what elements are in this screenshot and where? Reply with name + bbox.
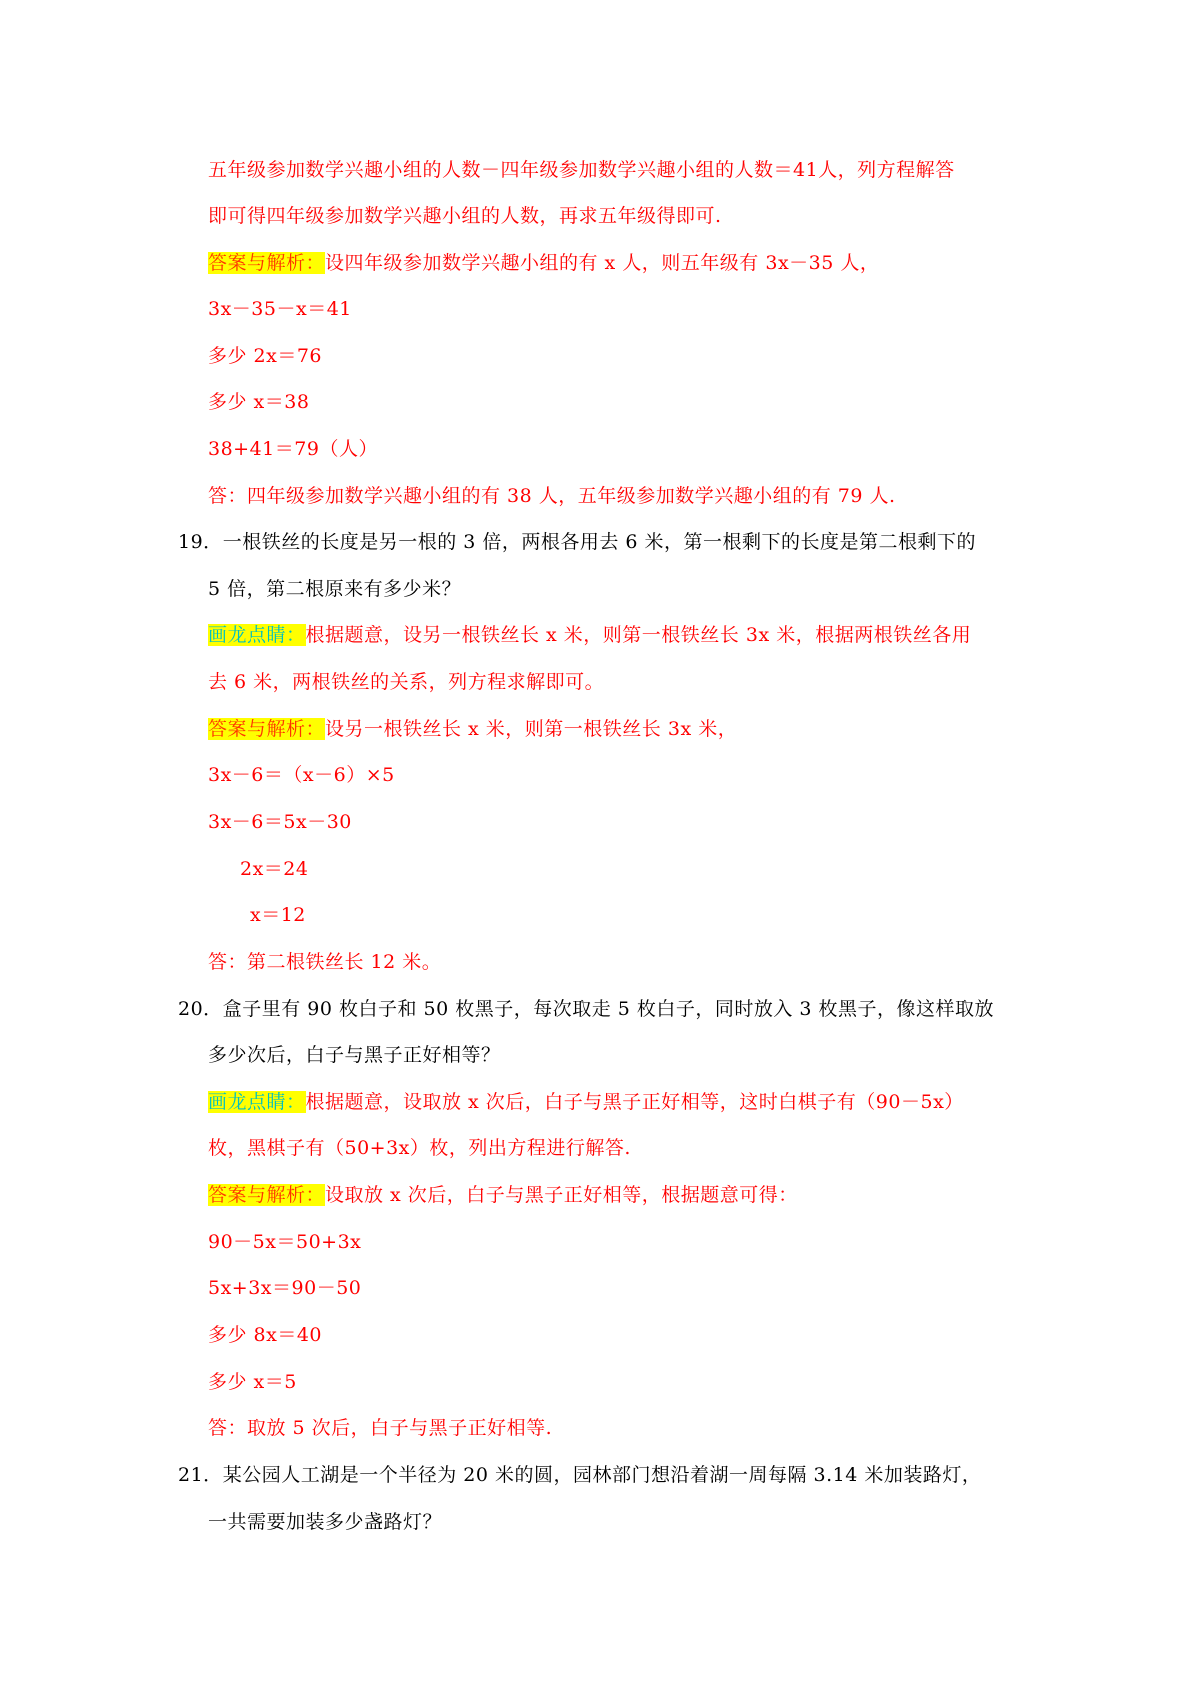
solution-step: 38+41＝79（人） <box>208 438 378 460</box>
question-text: 一共需要加装多少盏路灯？ <box>208 1511 443 1533</box>
answer-label: 答案与解析： <box>208 718 326 740</box>
solution-step: 2x＝24 <box>240 858 309 880</box>
question-number: 21． <box>178 1464 223 1486</box>
answer-intro-line <box>208 1182 798 1208</box>
question-text: 5 倍，第二根原来有多少米？ <box>208 578 462 600</box>
analysis-line: 即可得四年级参加数学兴趣小组的人数，再求五年级得即可. <box>208 205 722 227</box>
solution-step: 多少 x＝5 <box>208 1371 297 1393</box>
final-answer: 答：四年级参加数学兴趣小组的有 38 人，五年级参加数学兴趣小组的有 79 人. <box>208 485 896 507</box>
solution-step: 3x－6＝5x－30 <box>208 811 352 833</box>
question-20 <box>178 996 994 1022</box>
question-text: 盒子里有 90 枚白子和 50 枚黑子，每次取走 5 枚白子，同时放入 3 枚黑子，像这样取放 <box>222 998 995 1020</box>
hint-text: 根据题意，设取放 x 次后，白子与黑子正好相等，这时白棋子有（90－5x） <box>305 1091 964 1113</box>
question-21 <box>178 1462 981 1488</box>
answer-label: 答案与解析： <box>208 1184 326 1206</box>
solution-step: 多少 2x＝76 <box>208 345 323 367</box>
question-19 <box>178 529 976 555</box>
analysis-line: 五年级参加数学兴趣小组的人数－四年级参加数学兴趣小组的人数＝41人，列方程解答 <box>208 159 955 181</box>
hint-line <box>208 622 971 648</box>
answer-intro: 设四年级参加数学兴趣小组的有 x 人，则五年级有 3x－35 人， <box>325 252 880 274</box>
hint-line: 枚，黑棋子有（50+3x）枚，列出方程进行解答. <box>208 1137 631 1159</box>
answer-intro: 设另一根铁丝长 x 米，则第一根铁丝长 3x 米， <box>325 718 738 740</box>
hint-label: 画龙点睛： <box>208 624 306 646</box>
solution-step: 多少 x＝38 <box>208 391 310 413</box>
question-number: 20． <box>178 998 223 1020</box>
solution-step: x＝12 <box>250 904 306 926</box>
question-text: 某公园人工湖是一个半径为 20 米的圆，园林部门想沿着湖一周每隔 3.14 米加装路灯， <box>222 1464 982 1486</box>
final-answer: 答：第二根铁丝长 12 米。 <box>208 951 442 973</box>
hint-label: 画龙点睛： <box>208 1091 306 1113</box>
question-number: 19． <box>178 531 223 553</box>
answer-intro: 设取放 x 次后，白子与黑子正好相等，根据题意可得： <box>325 1184 798 1206</box>
question-text: 多少次后，白子与黑子正好相等？ <box>208 1044 501 1066</box>
hint-line <box>208 1089 964 1115</box>
answer-intro-line <box>208 716 737 742</box>
solution-step: 多少 8x＝40 <box>208 1324 323 1346</box>
answer-label: 答案与解析： <box>208 252 326 274</box>
hint-line: 去 6 米，两根铁丝的关系，列方程求解即可。 <box>208 671 605 693</box>
solution-step: 90－5x＝50+3x <box>208 1231 362 1253</box>
hint-text: 根据题意，设另一根铁丝长 x 米，则第一根铁丝长 3x 米，根据两根铁丝各用 <box>305 624 972 646</box>
answer-intro-line <box>208 250 879 276</box>
solution-step: 3x－35－x＝41 <box>208 298 352 320</box>
final-answer: 答：取放 5 次后，白子与黑子正好相等. <box>208 1417 553 1439</box>
question-text: 一根铁丝的长度是另一根的 3 倍，两根各用去 6 米，第一根剩下的长度是第二根剩下的 <box>222 531 977 553</box>
solution-step: 3x－6＝（x－6）×5 <box>208 764 395 786</box>
solution-step: 5x+3x＝90－50 <box>208 1277 362 1299</box>
